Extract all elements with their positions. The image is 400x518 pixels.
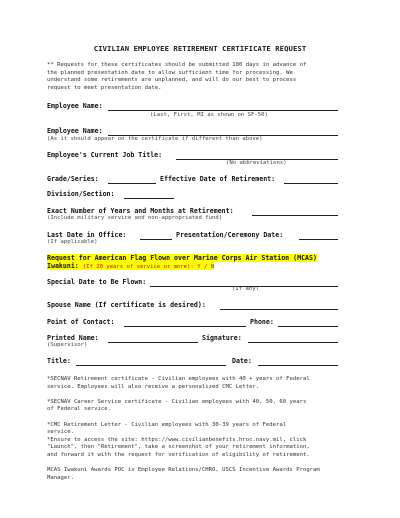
footnote-line-7: *CMC Retirement Letter - Civilian employees with 30-39 years of Federal bbox=[47, 421, 287, 428]
flag-request-hint[interactable]: (If 20 years of service or more): Y / N bbox=[82, 264, 215, 270]
footnote-line-11: and forward it with the request for verification of eligibility of retirement. bbox=[47, 452, 310, 458]
flag-request-label-2 bbox=[47, 262, 214, 270]
title-field-label: Title: bbox=[47, 357, 71, 365]
footnote-line-13: MCAS Iwakuni Awards POC is Employee Relations/CHRO, USCS Incentive Awards Program bbox=[47, 467, 320, 474]
footnote-line-9: *Ensure to access the site: https://www.civilianbenefits.hroc.navy.mil, click bbox=[47, 436, 307, 443]
signature-label: Signature: bbox=[202, 334, 242, 342]
division-field[interactable] bbox=[124, 198, 174, 199]
effective-date-label: Effective Date of Retirement: bbox=[160, 175, 276, 183]
grade-series-field[interactable] bbox=[108, 183, 156, 184]
footnote-line-8: service. bbox=[47, 429, 74, 436]
employee-name-cert-label: Employee Name: bbox=[47, 127, 103, 135]
employee-name-hint: (Last, First, MI as shown on SF-50) bbox=[150, 112, 268, 118]
effective-date-field[interactable] bbox=[284, 183, 338, 184]
job-title-hint: (No abbreviations) bbox=[226, 160, 287, 166]
phone-field[interactable] bbox=[278, 326, 338, 327]
phone-label: Phone: bbox=[250, 318, 274, 326]
notice-line-1: ** Requests for these certificates should be submitted 180 days in advance of bbox=[47, 62, 307, 68]
spouse-name-field[interactable] bbox=[220, 309, 338, 310]
special-date-hint: (If any) bbox=[232, 286, 259, 292]
signature-field[interactable] bbox=[248, 342, 338, 343]
special-date-label: Special Date to Be Flown: bbox=[47, 278, 147, 286]
footnote-line-4: *SECNAV Career Service certificate - Civilian employees with 40, 50, 60 years bbox=[47, 398, 307, 405]
point-of-contact-label: Point of Contact: bbox=[47, 318, 115, 326]
printed-name-label: Printed Name: bbox=[47, 334, 99, 342]
years-months-label: Exact Number of Years and Months at Retirement: bbox=[47, 207, 234, 215]
spouse-name-label: Spouse Name (If certificate is desired): bbox=[47, 301, 206, 309]
point-of-contact-field[interactable] bbox=[124, 326, 246, 327]
years-months-hint: (Include military service and non-appropriated fund) bbox=[47, 215, 223, 221]
printed-name-field[interactable] bbox=[108, 342, 198, 343]
last-date-hint: (If applicable) bbox=[47, 239, 98, 245]
document-title: CIVILIAN EMPLOYEE RETIREMENT CERTIFICATE REQUEST bbox=[93, 44, 307, 53]
title-field-input[interactable] bbox=[76, 365, 226, 366]
last-date-field[interactable] bbox=[140, 239, 172, 240]
footnote-line-5: of Federal service. bbox=[47, 406, 111, 413]
date-label: Date: bbox=[232, 357, 252, 365]
notice-line-2: the planned presentation date to allow sufficient time for processing. We bbox=[47, 69, 293, 76]
division-label: Division/Section: bbox=[47, 190, 115, 198]
flag-request-label: Request for American Flag Flown over Marine Corps Air Station (MCAS) bbox=[47, 254, 317, 262]
presentation-date-label: Presentation/Ceremony Date: bbox=[176, 231, 284, 239]
last-date-label: Last Date in Office: bbox=[47, 231, 127, 239]
footnote-line-1: *SECNAV Retirement certificate - Civilian employees with 40 + years of Federal bbox=[47, 376, 310, 382]
printed-name-hint: (Supervisor) bbox=[47, 342, 88, 348]
employee-name-cert-hint: (As it should appear on the certificate if different than above) bbox=[47, 136, 263, 142]
footnote-line-2: service. Employees will also receive a personalized CMC Letter. bbox=[47, 383, 260, 390]
footnote-line-14: Manager. bbox=[47, 474, 74, 481]
notice-line-4: request to meet presentation date. bbox=[47, 84, 162, 91]
presentation-date-field[interactable] bbox=[299, 239, 338, 240]
years-months-field[interactable] bbox=[252, 215, 338, 216]
notice-line-3: understand some retirements are unplanned, and will do our best to process bbox=[47, 77, 297, 84]
flag-request-location: Iwakuni: bbox=[47, 262, 79, 270]
employee-name-label: Employee Name: bbox=[47, 102, 103, 110]
grade-series-label: Grade/Series: bbox=[47, 175, 99, 183]
date-field[interactable] bbox=[258, 365, 338, 366]
footnote-line-10: "Launch", then "Retirement", take a screenshot of your retirement information, bbox=[47, 444, 310, 451]
job-title-label: Employee's Current Job Title: bbox=[47, 151, 163, 159]
employee-name-field[interactable] bbox=[108, 110, 338, 111]
